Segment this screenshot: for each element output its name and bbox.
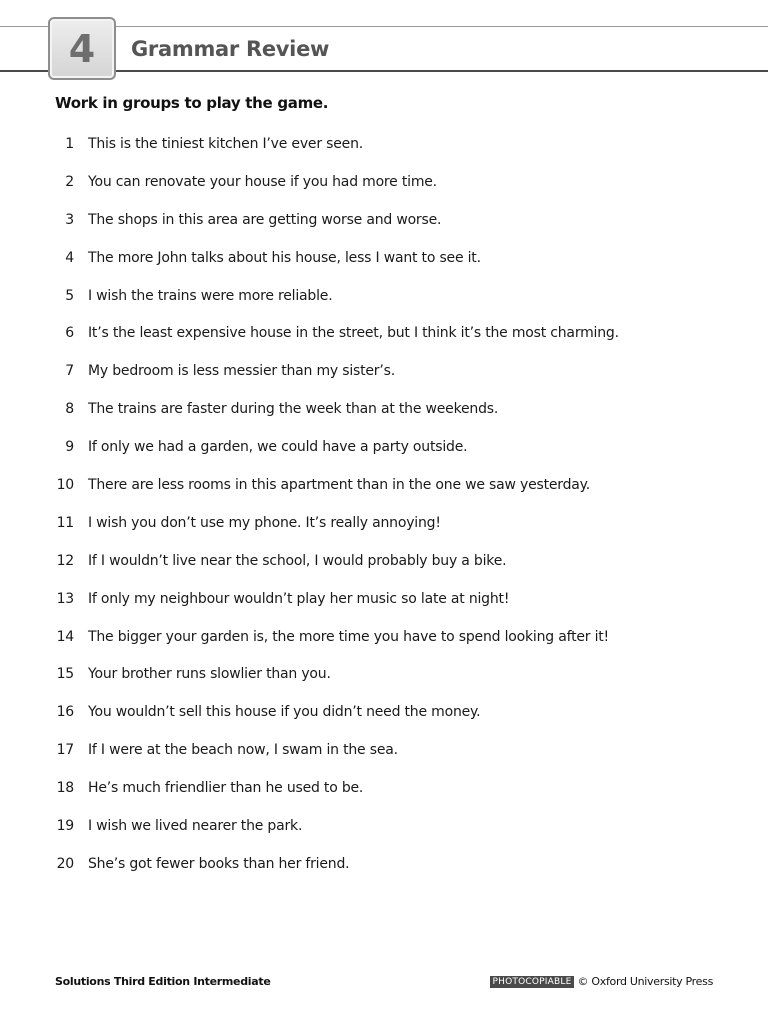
footer-copyright-block	[490, 975, 713, 989]
footer-book-title: Solutions Third Edition Intermediate	[55, 975, 271, 988]
item-text: The trains are faster during the week than at the weekends.	[88, 401, 499, 418]
item-text: If only we had a garden, we could have a party outside.	[88, 439, 468, 456]
list-item	[0, 816, 768, 854]
item-number: 3	[65, 211, 74, 228]
item-text: She’s got fewer books than her friend.	[88, 855, 350, 872]
item-number: 14	[56, 628, 74, 645]
list-item	[0, 854, 768, 892]
item-number: 19	[56, 818, 74, 835]
item-number: 17	[56, 742, 74, 759]
item-text: If only my neighbour wouldn’t play her music so late at night!	[88, 590, 510, 607]
page-title: Grammar Review	[131, 37, 330, 61]
list-item	[0, 702, 768, 740]
item-number: 18	[56, 780, 74, 797]
list-item	[0, 134, 768, 172]
item-number: 10	[56, 477, 74, 494]
unit-number: 4	[68, 26, 96, 71]
item-number: 1	[65, 136, 74, 152]
item-text: The more John talks about his house, less I want to see it.	[88, 249, 481, 266]
list-item	[0, 210, 768, 248]
item-text: There are less rooms in this apartment than in the one we saw yesterday.	[88, 477, 591, 494]
item-text: I wish we lived nearer the park.	[88, 818, 303, 835]
item-text: The bigger your garden is, the more time you have to spend looking after it!	[88, 628, 609, 645]
instruction-text: Work in groups to play the game.	[55, 94, 329, 112]
item-number: 12	[56, 552, 74, 569]
item-text: You can renovate your house if you had more time.	[88, 173, 437, 190]
item-text: I wish the trains were more reliable.	[88, 287, 333, 304]
item-text: You wouldn’t sell this house if you didn’t need the money.	[88, 704, 481, 721]
list-item	[0, 475, 768, 513]
item-text: He’s much friendlier than he used to be.	[88, 780, 364, 797]
item-text: The shops in this area are getting worse and worse.	[88, 211, 442, 228]
list-item	[0, 627, 768, 665]
item-number: 15	[56, 666, 74, 683]
item-number: 7	[65, 363, 74, 380]
item-text: I wish you don’t use my phone. It’s really annoying!	[88, 514, 441, 531]
item-text: If I wouldn’t live near the school, I would probably buy a bike.	[88, 552, 507, 569]
list-item	[0, 551, 768, 589]
sentence-list	[0, 134, 768, 892]
list-item	[0, 172, 768, 210]
item-text: It’s the least expensive house in the street, but I think it’s the most charming.	[88, 325, 619, 342]
item-number: 5	[65, 287, 74, 304]
list-item	[0, 286, 768, 324]
item-number: 16	[56, 704, 74, 721]
item-number: 8	[65, 401, 74, 418]
unit-number-box	[48, 17, 116, 80]
item-number: 13	[56, 590, 74, 607]
list-item	[0, 740, 768, 778]
list-item	[0, 589, 768, 627]
item-number: 11	[56, 514, 74, 531]
list-item	[0, 778, 768, 816]
list-item	[0, 513, 768, 551]
item-text: If I were at the beach now, I swam in the sea.	[88, 742, 398, 759]
list-item	[0, 664, 768, 702]
item-number: 4	[65, 249, 74, 266]
item-number: 2	[65, 173, 74, 190]
item-number: 6	[65, 325, 74, 342]
item-text: My bedroom is less messier than my sister’s.	[88, 363, 395, 380]
item-text: Your brother runs slowlier than you.	[88, 666, 331, 683]
list-item	[0, 248, 768, 286]
photocopiable-badge: PHOTOCOPIABLE	[490, 976, 575, 988]
list-item	[0, 361, 768, 399]
item-number: 9	[65, 439, 74, 456]
item-text: This is the tiniest kitchen I’ve ever seen.	[88, 136, 363, 152]
item-number: 20	[56, 855, 74, 872]
copyright-text: © Oxford University Press	[577, 975, 713, 988]
list-item	[0, 399, 768, 437]
list-item	[0, 323, 768, 361]
list-item	[0, 437, 768, 475]
